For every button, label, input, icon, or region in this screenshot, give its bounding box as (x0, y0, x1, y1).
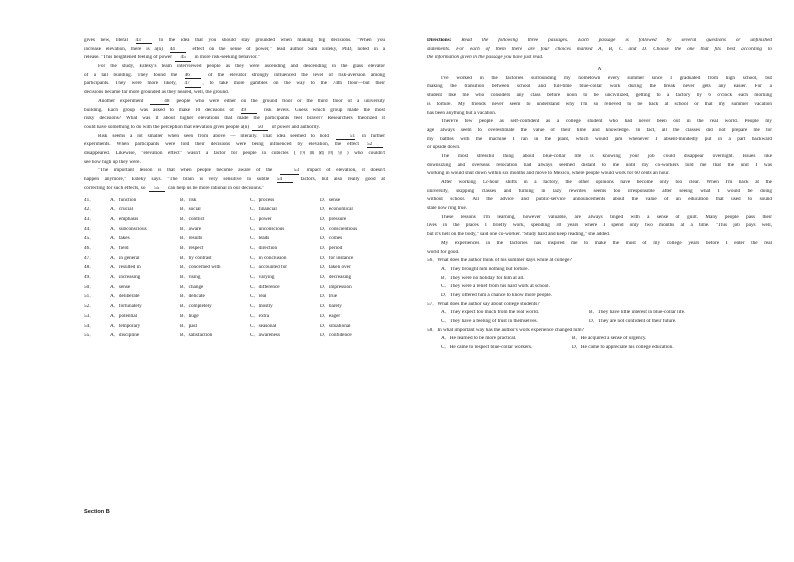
text-line: world for good. (427, 249, 460, 255)
passage-paragraph-5 (427, 215, 772, 241)
text-line: The most stressful thing about blue-collar life is knowing your job could disappear overnight. Issues like (441, 153, 772, 159)
option-b[interactable]: B．He acquired a sense of urgency. (572, 336, 647, 342)
option-c[interactable]: C．awareness (250, 333, 280, 339)
text-line: see how high up they were. (84, 159, 141, 165)
option-c[interactable]: C．They were a relief from his hard work at school. (441, 284, 550, 290)
option-b[interactable]: B．past (180, 323, 198, 329)
question-stem: 56．What does the author think of his summer days while at college? (427, 258, 572, 264)
option-row: 55． A．discipline B．satisfaction C．awareness D．confidence (84, 331, 385, 341)
text-line: my battles with the machine I ran in the plant, which would jam whenever I absent-mindedly put in a part backward (427, 136, 772, 142)
cloze-options (84, 195, 385, 340)
text-line: Another experiment 48 people who were either on the ground floor or the third floor of a university (98, 98, 385, 104)
option-a[interactable]: A．They brought him nothing but torture. (441, 266, 529, 272)
directions (427, 38, 772, 64)
option-d[interactable]: D．for instance (320, 255, 354, 261)
option-a[interactable]: A．They expect too much from the real world. (441, 310, 539, 316)
text-line: correcting for such effects, so 55 can help us be more rational in our decisions." (84, 185, 265, 191)
option-c[interactable]: C．seasonal (250, 323, 277, 329)
option-d[interactable]: D．economical (320, 207, 353, 213)
option-a[interactable]: A．crucial (110, 207, 134, 213)
text-line: Directions: Read the following three passages. Each passage is followed by several questions or unfinished (427, 38, 772, 43)
option-row: 53． A．potential B．huge C．extra D．eager (84, 312, 385, 322)
question-stem: 57．What does the author say about college students? (427, 301, 540, 307)
blank-49[interactable]: 49 (241, 108, 257, 114)
text-line: working in would shut down within six months and move to Mexico, where people would work for 60 cents an hour. (427, 171, 670, 177)
text-line: the information given in the passage you have just read. (427, 55, 544, 61)
option-row: 50． A．sense B．change C．difference D．impression (84, 283, 385, 293)
text-line: lives in the places I briefly work, spending 30 years where I spend only two months at a time. "This job pays well, (427, 223, 772, 229)
option-row: 41． A．function B．risk C．process D．sense (84, 195, 385, 205)
cloze-column (84, 38, 385, 341)
option-b[interactable]: B．delicate (180, 294, 205, 300)
option-b[interactable]: B．They were no holiday for him at all. (441, 275, 525, 281)
section-heading: Section B (84, 509, 110, 515)
text-line: My experiences in the factories has inspired me to make the most of my college years before I enter the real (441, 240, 772, 246)
option-b[interactable]: B．respect (180, 246, 204, 252)
text-line: of a tall building. They found the 46 of the elevator strongly influenced the level of risk-aversion among (84, 72, 385, 78)
text-line: happen anymore," Esteky says. "The brain is very sensitive to subtle 54 factors, but also really good at (84, 177, 385, 182)
directions-label: Directions: (427, 38, 452, 43)
option-a[interactable]: A．increasing (110, 275, 141, 281)
option-c[interactable]: C．power (250, 216, 272, 222)
blank-44[interactable]: 44 (170, 47, 186, 53)
option-d[interactable]: D．period (320, 246, 343, 252)
option-a[interactable]: A．field (110, 246, 129, 252)
option-d[interactable]: D．eager (320, 313, 341, 319)
option-row: 49． A．increasing B．rising C．varying D．decreasing (84, 273, 385, 283)
question-57 (427, 302, 772, 328)
text-line: For the study, Esteky's team interviewed people as they were ascending and descending in the glass elevator (98, 64, 385, 70)
blank-55[interactable]: 55 (149, 186, 165, 192)
text-line: disappeared. Likewise, "elevation effect" wasn't a factor for people in cubicles (四面隔间里) who couldn't (84, 150, 385, 156)
option-a[interactable]: A．takes (110, 236, 130, 242)
option-d[interactable]: D．true (320, 294, 337, 300)
blank-47[interactable]: 47 (185, 81, 201, 87)
cloze-paragraph-4 (84, 134, 385, 169)
passage-paragraph-1 (427, 76, 772, 119)
option-a[interactable]: A．He learned to be more practical. (441, 336, 517, 342)
option-row: 52． A．fortunately B．completely C．mostly D．barely (84, 302, 385, 312)
option-c[interactable]: C．accounted for (250, 265, 288, 271)
passage-paragraph-4 (427, 180, 772, 215)
text-line: "The important lesson is that when people become aware of the 53 impact of elevation, it doesn't (98, 168, 385, 174)
option-a[interactable]: A．function (110, 197, 137, 203)
option-row (427, 319, 772, 328)
option-d[interactable]: D．barely (320, 304, 342, 310)
text-line: participants. They were more likely, 47 , to take more gambles on the way to the 74th floor—but their (84, 81, 385, 87)
option-b[interactable]: B．risk (180, 197, 197, 203)
option-c[interactable]: C．in conclusion (250, 255, 287, 261)
text-line: stale now ring true. (427, 206, 468, 212)
text-line: could have something to do with the perception that elevation gives people a(n) 50 of power and authority. (84, 124, 321, 130)
blank-54[interactable]: 54 (277, 177, 293, 183)
text-line: building. Each group was asked to make 10 decisions of 49 risk levels. Guess which group made the most (84, 107, 385, 113)
option-c[interactable]: C．mostly (250, 304, 273, 310)
option-c[interactable]: C．They have a feeling of trust in themselves. (441, 319, 538, 324)
text-line: These lessons I'm learning, however valuable, are always tinged with a sense of guilt. Many people pass their (441, 214, 772, 220)
text-line: downsizing and overseas relocation had always seemed distant to me until my co-workers told me that the unit I was (427, 162, 772, 168)
option-d[interactable]: D．taken over (320, 265, 351, 271)
option-a[interactable]: A．deliberate (110, 294, 140, 300)
option-a[interactable]: A．fortunately (110, 304, 142, 310)
option-c[interactable]: C．process (250, 197, 275, 203)
text-line: After working 12-hour shifts in a factory, the other opinions have become only too clear. When I'm back at the (441, 180, 772, 185)
option-a[interactable]: A．temporary (110, 323, 141, 329)
option-d[interactable]: D．impression (320, 284, 352, 290)
option-b[interactable]: B．aware (180, 226, 202, 232)
option-d[interactable]: D．They are not confident of their future. (589, 319, 677, 324)
text-line: or upside down. (427, 145, 461, 151)
text-line: is torture. My friends never seem to understand why I'm so relieved to be back at school or that my summer vacation (427, 101, 772, 107)
option-b[interactable]: B．huge (180, 313, 199, 319)
option-d[interactable]: D．conscientious (320, 226, 358, 232)
option-c[interactable]: C．real (250, 294, 267, 300)
text-line: university, skipping classes and turning in lazy rewrites seems too irresponsible after seeing what I would be doing (427, 188, 772, 194)
text-line: Risk seems a lot smaller when seen from above — literally. That idea seemed to hold 51 in further (98, 133, 385, 139)
blank-48[interactable]: 48 (150, 99, 169, 105)
option-d[interactable]: D．sense (320, 197, 341, 203)
question-58 (427, 328, 772, 354)
option-b[interactable]: B．satisfaction (180, 333, 213, 339)
text-line: but it's hell on the body," said one co-worker. "Study hard and keep reading," she added. (427, 232, 611, 238)
text-line: age always seem to overestimate the value of their time and knowledge. In fact, all the classes did not prepare me for (427, 127, 772, 133)
option-c[interactable]: C．difference (250, 284, 280, 290)
option-row: 54． A．temporary B．past C．seasonal D．situational (84, 321, 385, 331)
blank-52[interactable]: 52 (367, 142, 383, 148)
option-b[interactable]: B．completely (180, 304, 212, 310)
option-b[interactable]: B．results (180, 236, 203, 242)
blank-53[interactable]: 53 (280, 168, 299, 174)
cloze-paragraph-2 (84, 64, 385, 99)
option-a[interactable]: A．potential (110, 313, 138, 319)
reading-column (427, 38, 772, 354)
option-c[interactable]: C．leads (250, 236, 270, 242)
option-row: 44． A．subconscious B．aware C．unconscious D．conscientious (84, 224, 385, 234)
option-d[interactable]: D．situational (320, 323, 351, 329)
option-b[interactable]: B．by contrast (180, 255, 212, 261)
cloze-paragraph-1 (84, 38, 385, 64)
passage-paragraph-3 (427, 154, 772, 180)
text-line: I've worked in the factories surrounding my hometown every summer since I graduated from high school, but (441, 75, 772, 81)
text-line: release. "This heightened feeling of power 45 in more risk-seeking behavior." (84, 55, 260, 61)
option-row: 47． A．in general B．by contrast C．in conclusion D．for instance (84, 254, 385, 264)
cloze-paragraph-3 (84, 99, 385, 134)
option-d[interactable]: D．He came to appreciate his college education. (572, 345, 674, 351)
option-a[interactable]: A．sense (110, 284, 131, 290)
option-row: 51． A．deliberate B．delicate C．real D．true (84, 292, 385, 302)
option-a[interactable]: A．resulted in (110, 265, 141, 271)
passage-label: A (597, 67, 602, 73)
option-b[interactable]: B．concerned with (180, 265, 221, 271)
option-row: 48． A．resulted in B．concerned with C．accounted for D．taken over (84, 263, 385, 273)
option-b[interactable]: B．They have little interest in blue-collar life. (589, 310, 686, 316)
option-d[interactable]: D．confidence (320, 333, 352, 339)
option-c[interactable]: C．direction (250, 246, 278, 252)
blank-46[interactable]: 46 (185, 73, 201, 79)
option-row (427, 336, 772, 345)
blank-43[interactable]: 43 (136, 38, 152, 44)
option-a[interactable]: A．emphasis (110, 216, 139, 222)
text-line: increase elevation, there is a(n) 44 effect on the sense of power," lead author Sam Esteky, PhD, noted in a (84, 46, 385, 52)
cloze-paragraph-5 (84, 168, 385, 194)
passage-paragraph-2 (427, 119, 772, 154)
passage-paragraph-6 (427, 241, 772, 258)
option-d[interactable]: D．comes (320, 236, 343, 242)
option-d[interactable]: D．pressure (320, 216, 347, 222)
option-row: 43． A．emphasis B．conflict C．power D．pressure (84, 215, 385, 225)
text-line: decisions became far more grounded as they neared, well, the ground. (84, 90, 230, 96)
option-b[interactable]: B．conflict (180, 216, 205, 222)
text-line: risky decisions? What was it about higher elevations that made the participants feel braver? Researchers theorized it (84, 116, 385, 122)
text-line: student like me who considers any class before noon to be uncivilized, getting to a factory by 6 o'clock each morning (427, 93, 772, 99)
option-row: 46． A．field B．respect C．direction D．period (84, 244, 385, 254)
option-row: 45． A．takes B．results C．leads D．comes (84, 234, 385, 244)
option-a[interactable]: A．discipline (110, 333, 140, 339)
option-a[interactable]: A．in general (110, 255, 140, 261)
blank-50[interactable]: 50 (252, 125, 268, 131)
text-line: gives new, literal 43 to the idea that you should stay grounded when making big decisions. "When you (84, 38, 385, 43)
option-a[interactable]: A．subconscious (110, 226, 147, 232)
text-line: making the transition between school and full-time blue-collar work during the break never gets any easier. For a (427, 84, 772, 90)
blank-45[interactable]: 45 (175, 55, 191, 61)
option-c[interactable]: C．financial (250, 207, 277, 213)
option-c[interactable]: C．He came to respect blue-collar workers. (441, 345, 533, 351)
option-c[interactable]: C．unconscious (250, 226, 285, 232)
blank-51[interactable]: 51 (336, 134, 355, 140)
text-line: has been anything but a vacation. (427, 110, 497, 116)
option-b[interactable]: B．rising (180, 275, 201, 281)
option-c[interactable]: C．extra (250, 313, 270, 319)
option-d[interactable]: D．They offered him a chance to know more people. (441, 292, 552, 298)
option-row (427, 310, 772, 319)
text-line: statements. For each of them there are four choices marked A, B, C and D. Choose the one that fits best according to (427, 46, 772, 52)
option-row: 42． A．crucial B．social C．financial D．economical (84, 205, 385, 215)
question-56 (427, 258, 772, 301)
option-row (427, 345, 772, 354)
text-line: experiments. When participants were told their decisions were being influenced by elevation, the effect 52 (84, 142, 385, 151)
option-c[interactable]: C．varying (250, 275, 275, 281)
text-line: There're few people as self-confident as a college student who had never been out in the real world. People my (441, 119, 772, 125)
question-stem: 58．In what important way has the author's work experience changed him? (427, 327, 584, 333)
option-b[interactable]: B．social (180, 207, 201, 213)
text-line: without school. All the advice and public-service announcements about the value of an education that used to sound (427, 197, 772, 203)
option-b[interactable]: B．change (180, 284, 204, 290)
option-d[interactable]: D．decreasing (320, 275, 352, 281)
